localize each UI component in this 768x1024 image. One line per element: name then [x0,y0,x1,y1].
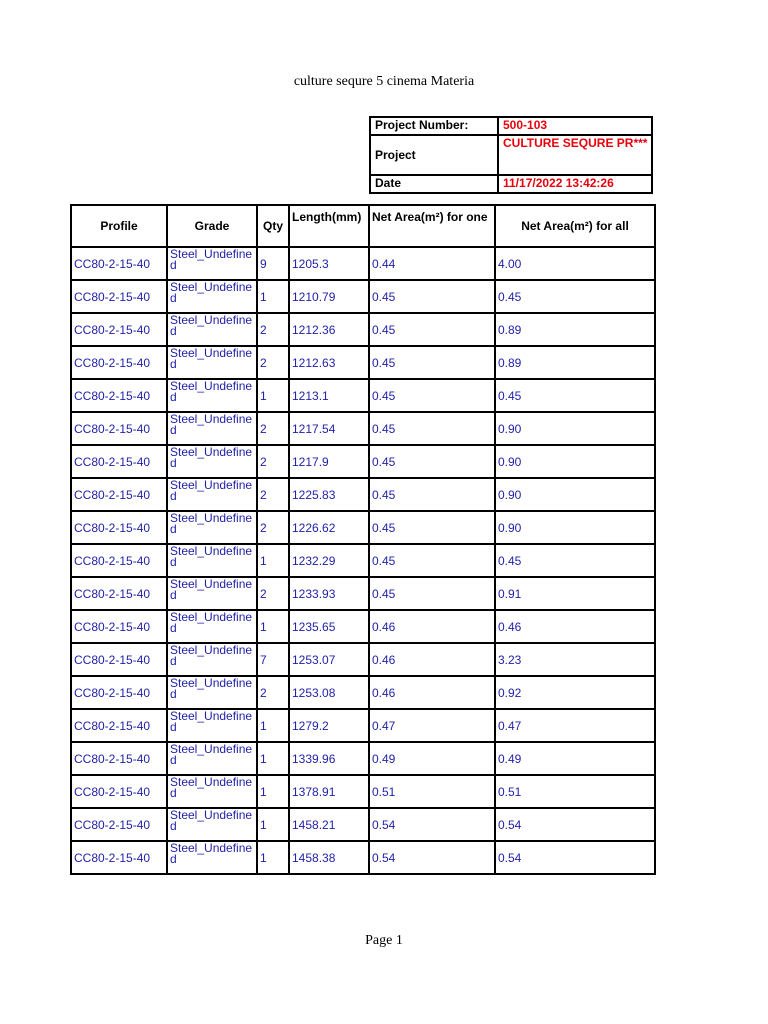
net-area-all-cell: 0.92 [495,676,655,709]
net-area-all-cell: 0.45 [495,544,655,577]
qty-cell: 2 [257,412,289,445]
net-area-all-cell: 3.23 [495,643,655,676]
qty-cell: 2 [257,445,289,478]
table-row [71,412,655,445]
net-area-one-cell: 0.45 [369,346,495,379]
net-area-one-cell: 0.49 [369,742,495,775]
qty-cell: 1 [257,775,289,808]
net-area-all-cell: 0.54 [495,808,655,841]
project-info-table [369,116,653,194]
table-row [71,280,655,313]
profile-cell: CC80-2-15-40 [71,610,167,643]
profile-cell: CC80-2-15-40 [71,247,167,280]
profile-cell: CC80-2-15-40 [71,676,167,709]
profile-cell: CC80-2-15-40 [71,577,167,610]
net-area-one-cell: 0.44 [369,247,495,280]
net-area-all-cell: 0.90 [495,445,655,478]
length-cell: 1339.96 [289,742,369,775]
length-cell: 1458.21 [289,808,369,841]
profile-cell: CC80-2-15-40 [71,841,167,874]
date-label: Date [370,175,498,193]
length-cell: 1212.36 [289,313,369,346]
table-row [71,841,655,874]
table-row [71,445,655,478]
table-row [71,247,655,280]
grade-cell: Steel_Undefined [167,709,257,742]
header-grade: Grade [167,205,257,247]
qty-cell: 7 [257,643,289,676]
net-area-all-cell: 0.46 [495,610,655,643]
project-label: Project [370,135,498,175]
table-row [71,709,655,742]
net-area-one-cell: 0.45 [369,445,495,478]
profile-cell: CC80-2-15-40 [71,313,167,346]
document-title: culture sequre 5 cinema Materia [293,74,475,89]
grade-cell: Steel_Undefined [167,676,257,709]
length-cell: 1225.83 [289,478,369,511]
qty-cell: 2 [257,511,289,544]
length-cell: 1233.93 [289,577,369,610]
grade-cell: Steel_Undefined [167,775,257,808]
profile-cell: CC80-2-15-40 [71,742,167,775]
qty-cell: 2 [257,313,289,346]
length-cell: 1217.9 [289,445,369,478]
net-area-all-cell: 0.89 [495,346,655,379]
grade-cell: Steel_Undefined [167,478,257,511]
grade-cell: Steel_Undefined [167,808,257,841]
length-cell: 1232.29 [289,544,369,577]
length-cell: 1378.91 [289,775,369,808]
net-area-one-cell: 0.45 [369,280,495,313]
net-area-all-cell: 0.45 [495,379,655,412]
net-area-all-cell: 0.90 [495,412,655,445]
table-row [71,313,655,346]
length-cell: 1213.1 [289,379,369,412]
net-area-all-cell: 0.45 [495,280,655,313]
grade-cell: Steel_Undefined [167,841,257,874]
table-row [71,808,655,841]
table-row [71,478,655,511]
length-cell: 1212.63 [289,346,369,379]
profile-cell: CC80-2-15-40 [71,775,167,808]
project-number-label: Project Number: [370,117,498,135]
table-row [71,511,655,544]
grade-cell: Steel_Undefined [167,610,257,643]
net-area-all-cell: 0.91 [495,577,655,610]
length-cell: 1226.62 [289,511,369,544]
table-row [71,610,655,643]
date-value: 11/17/2022 13:42:26 [498,175,652,193]
net-area-all-cell: 0.49 [495,742,655,775]
net-area-all-cell: 0.89 [495,313,655,346]
table-header-row [71,205,655,247]
qty-cell: 1 [257,610,289,643]
grade-cell: Steel_Undefined [167,247,257,280]
net-area-one-cell: 0.45 [369,412,495,445]
length-cell: 1205.3 [289,247,369,280]
grade-cell: Steel_Undefined [167,544,257,577]
material-table [70,204,656,875]
table-row [71,379,655,412]
table-row [71,742,655,775]
header-net-area-one: Net Area(m²) for one [369,205,495,247]
grade-cell: Steel_Undefined [167,511,257,544]
net-area-all-cell: 0.51 [495,775,655,808]
page-number: Page 1 [365,933,403,948]
profile-cell: CC80-2-15-40 [71,709,167,742]
profile-cell: CC80-2-15-40 [71,445,167,478]
profile-cell: CC80-2-15-40 [71,511,167,544]
profile-cell: CC80-2-15-40 [71,280,167,313]
net-area-one-cell: 0.45 [369,544,495,577]
project-number-value: 500-103 [498,117,652,135]
qty-cell: 2 [257,346,289,379]
net-area-all-cell: 0.54 [495,841,655,874]
table-row [71,577,655,610]
project-value: CULTURE SEQURE PR*** [498,135,652,175]
net-area-one-cell: 0.45 [369,379,495,412]
net-area-one-cell: 0.54 [369,841,495,874]
grade-cell: Steel_Undefined [167,445,257,478]
length-cell: 1210.79 [289,280,369,313]
length-cell: 1217.54 [289,412,369,445]
length-cell: 1458.38 [289,841,369,874]
profile-cell: CC80-2-15-40 [71,346,167,379]
header-net-area-all: Net Area(m²) for all [495,205,655,247]
table-row [71,676,655,709]
header-profile: Profile [71,205,167,247]
length-cell: 1253.07 [289,643,369,676]
profile-cell: CC80-2-15-40 [71,412,167,445]
net-area-one-cell: 0.51 [369,775,495,808]
table-row [71,643,655,676]
net-area-one-cell: 0.46 [369,610,495,643]
net-area-one-cell: 0.54 [369,808,495,841]
qty-cell: 2 [257,577,289,610]
net-area-all-cell: 0.90 [495,478,655,511]
qty-cell: 9 [257,247,289,280]
net-area-all-cell: 4.00 [495,247,655,280]
grade-cell: Steel_Undefined [167,280,257,313]
grade-cell: Steel_Undefined [167,379,257,412]
length-cell: 1253.08 [289,676,369,709]
profile-cell: CC80-2-15-40 [71,544,167,577]
net-area-one-cell: 0.45 [369,313,495,346]
length-cell: 1235.65 [289,610,369,643]
header-length: Length(mm) [289,205,369,247]
net-area-one-cell: 0.46 [369,676,495,709]
table-body [71,247,655,874]
grade-cell: Steel_Undefined [167,742,257,775]
header-qty: Qty [257,205,289,247]
net-area-all-cell: 0.47 [495,709,655,742]
profile-cell: CC80-2-15-40 [71,478,167,511]
net-area-one-cell: 0.45 [369,511,495,544]
qty-cell: 1 [257,808,289,841]
qty-cell: 1 [257,280,289,313]
qty-cell: 1 [257,742,289,775]
grade-cell: Steel_Undefined [167,412,257,445]
grade-cell: Steel_Undefined [167,346,257,379]
qty-cell: 1 [257,709,289,742]
grade-cell: Steel_Undefined [167,643,257,676]
table-row [71,346,655,379]
table-row [71,544,655,577]
profile-cell: CC80-2-15-40 [71,643,167,676]
qty-cell: 1 [257,544,289,577]
net-area-one-cell: 0.45 [369,478,495,511]
qty-cell: 2 [257,478,289,511]
net-area-one-cell: 0.45 [369,577,495,610]
net-area-one-cell: 0.46 [369,643,495,676]
length-cell: 1279.2 [289,709,369,742]
profile-cell: CC80-2-15-40 [71,379,167,412]
net-area-one-cell: 0.47 [369,709,495,742]
qty-cell: 1 [257,379,289,412]
grade-cell: Steel_Undefined [167,577,257,610]
table-row [71,775,655,808]
qty-cell: 1 [257,841,289,874]
net-area-all-cell: 0.90 [495,511,655,544]
profile-cell: CC80-2-15-40 [71,808,167,841]
qty-cell: 2 [257,676,289,709]
grade-cell: Steel_Undefined [167,313,257,346]
